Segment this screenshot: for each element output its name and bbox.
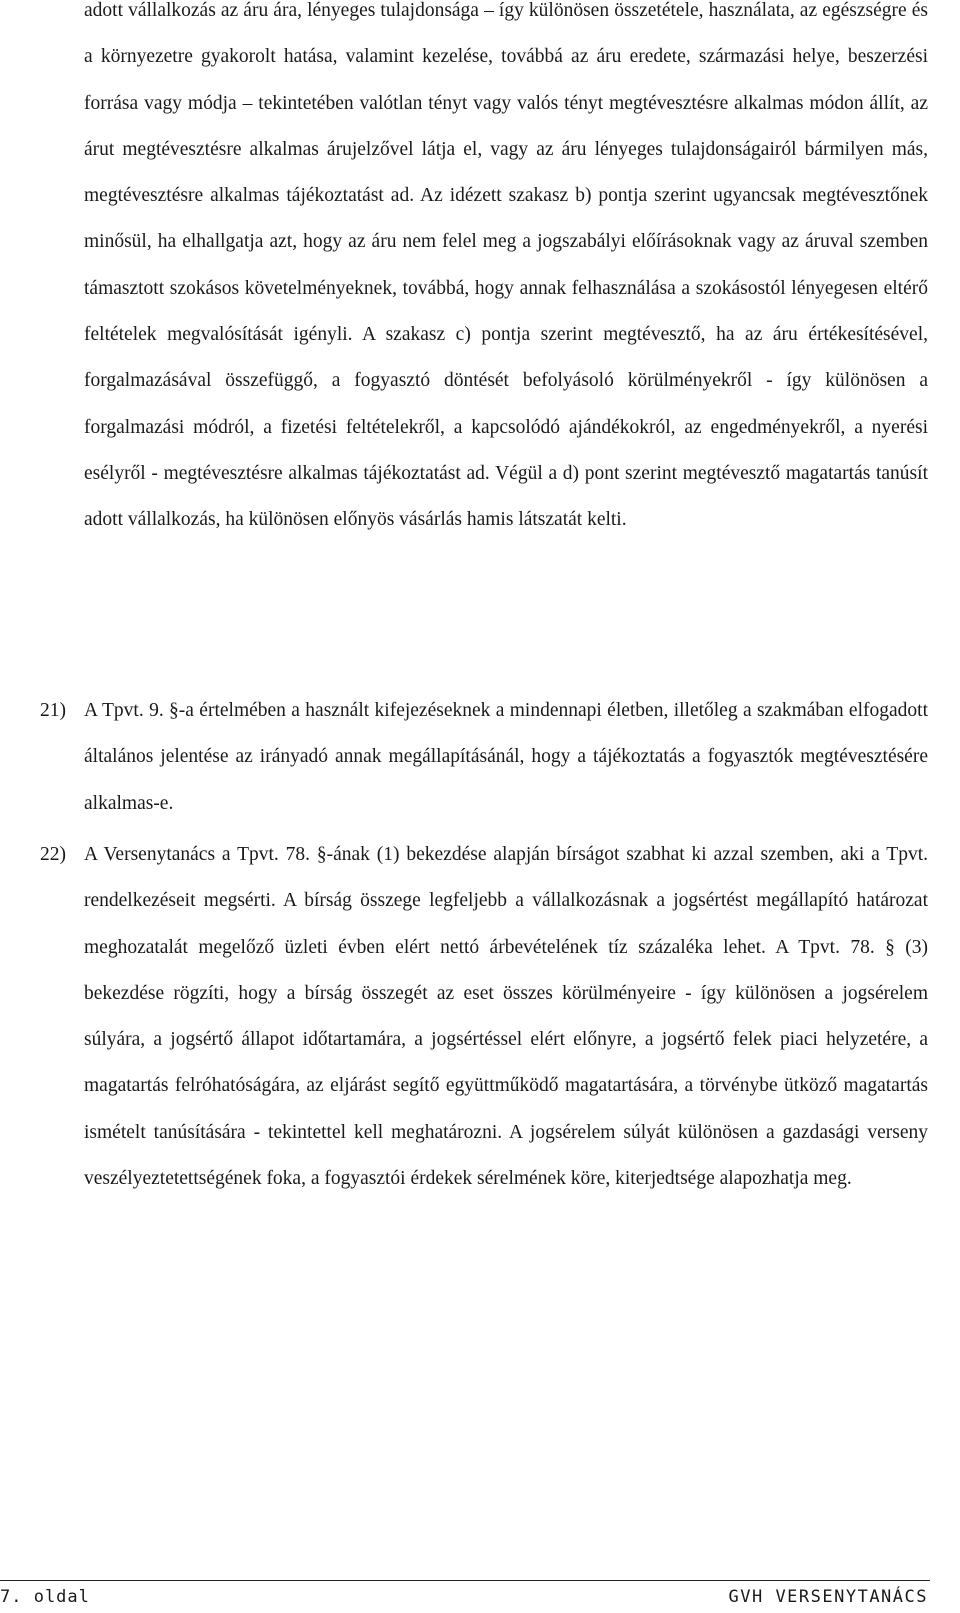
item-text: A Versenytanács a Tpvt. 78. §-ának (1) bekezdése alapján bírságot szabhat ki azzal szemben, aki a Tpvt. rendelkezéseit megsérti. A bírság összege legfeljebb a vállalkozásnak a jogsértést megállapító határozat meghozatalát megelőző üzleti évben elért nettó árbevételének tíz százaléka lehet. A Tpvt. 78. § (3) bekezdése rögzíti, hogy a bírság összegét az eset összes körülményeire - így különösen a jogsérelem súlyára, a jogsértő állapot időtartamára, a jogsértéssel elért előnyre, a jogsértő felek piaci helyzetére, a magatartás felróhatóságára, az eljárást segítő együttműködő magatartására, a törvénybe ütköző magatartás ismételt tanúsítására - tekintettel kell meghatározni. A jogsérelem súlyát különösen a gazdasági verseny veszélyeztetettségének foka, a fogyasztói érdekek sérelmének köre, kiterjedtsége alapozhatja meg.: [84, 844, 928, 1190]
paragraph-continued: adott vállalkozás az áru ára, lényeges tulajdonsága – így különösen összetétele, használata, az egészségre és a környezetre gyakorolt hatása, valamint kezelése, továbbá az áru eredete, származási helye, beszerzési forrása vagy módja – tekintetében valótlan tényt vagy valós tényt megtévesztésre alkalmas módon állít, az árut megtévesztésre alkalmas árujelzővel látja el, vagy az áru lényeges tulajdonságairól bármilyen más, megtévesztésre alkalmas tájékoztatást ad. Az idézett szakasz b) pontja szerint ugyancsak megtévesztőnek minősül, ha elhallgatja azt, hogy az áru nem felel meg a jogszabályi előírásoknak vagy az áruval szemben támasztott szokásos követelményeknek, továbbá, hogy annak felhasználása a szokásostól lényegesen eltérő feltételek megvalósítását igényli. A szakasz c) pontja szerint megtévesztő, ha az áru értékesítésével, forgalmazásával összefüggő, a fogyasztó döntését befolyásoló körülményekről - így különösen a forgalmazási módról, a fizetési feltételekről, a kapcsolódó ajándékokról, az engedményekről, a nyerési esélyről - megtévesztésre alkalmas tájékoztatást ad. Végül a d) pont szerint megtévesztő magatartás tanúsít adott vállalkozás, ha különösen előnyös vásárlás hamis látszatát kelti.: [84, 0, 928, 531]
page-footer: [0, 1570, 960, 1613]
item-text: A Tpvt. 9. §-a értelmében a használt kifejezéseknek a mindennapi életben, illetőleg a szakmában elfogadott általános jelentése az irányadó annak megállapításánál, hogy a tájékoztatás a fogyasztók megtévesztésére alkalmas-e.: [84, 700, 928, 814]
item-number: 21): [40, 700, 66, 721]
numbered-item-21: [40, 688, 928, 827]
item-number: 22): [40, 844, 66, 865]
organization-name: GVH VERSENYTANÁCS: [728, 1587, 928, 1607]
footer-divider: [0, 1580, 930, 1581]
page-number: 7. oldal: [0, 1587, 90, 1607]
numbered-item-22: [40, 832, 928, 1202]
